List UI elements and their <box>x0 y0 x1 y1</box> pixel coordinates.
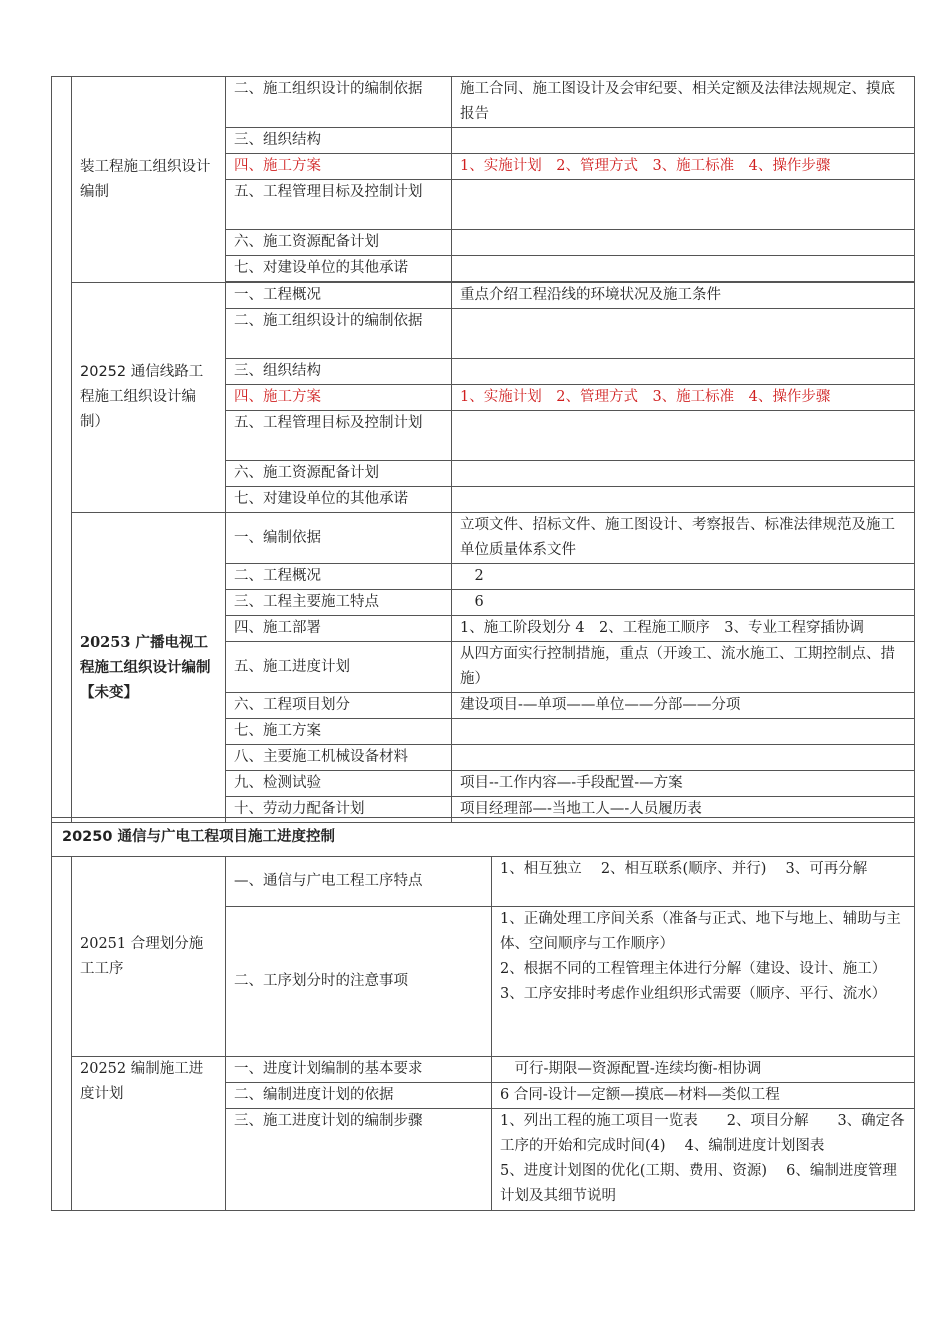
desc-line: 2、根据不同的工程管理主体进行分解（建设、设计、施工） <box>500 961 887 977</box>
table-part-2 <box>51 817 915 1211</box>
desc-cell <box>452 359 915 385</box>
item-cell: 九、检测试验 <box>226 771 452 797</box>
item-cell: 一、工程概况 <box>226 283 452 309</box>
desc-cell <box>452 487 915 513</box>
item-cell: 二、工序划分时的注意事项 <box>226 907 492 1057</box>
desc-cell <box>452 309 915 359</box>
desc-cell <box>492 907 915 1057</box>
table-part-1 <box>51 76 915 823</box>
desc-cell: 可行-期限—资源配置-连续均衡-相协调 <box>492 1057 915 1083</box>
desc-cell: 重点介绍工程沿线的环境状况及施工条件 <box>452 283 915 309</box>
item-cell: 七、施工方案 <box>226 719 452 745</box>
item-cell-highlight: 四、施工方案 <box>226 154 452 180</box>
item-cell: 二、施工组织设计的编制依据 <box>226 77 452 128</box>
section-label: 20251 合理划分施工工序 <box>72 857 226 1057</box>
desc-cell <box>452 230 915 256</box>
left-gutter <box>52 77 72 823</box>
left-gutter <box>52 857 72 1211</box>
desc-cell <box>452 411 915 461</box>
desc-cell: 立项文件、招标文件、施工图设计、考察报告、标准法律规范及施工单位质量体系文件 <box>452 513 915 564</box>
desc-cell <box>452 256 915 282</box>
item-cell: 五、工程管理目标及控制计划 <box>226 180 452 230</box>
item-cell: 一、进度计划编制的基本要求 <box>226 1057 492 1083</box>
item-cell: 二、工程概况 <box>226 564 452 590</box>
desc-line: 5、进度计划图的优化(工期、费用、资源) 6、编制进度管理计划及其细节说明 <box>500 1163 897 1204</box>
item-cell-highlight: 四、施工方案 <box>226 385 452 411</box>
item-cell: 五、工程管理目标及控制计划 <box>226 411 452 461</box>
desc-line: 1、正确处理工序间关系（准备与正式、地下与地上、辅助与主体、空间顺序与工作顺序） <box>500 911 901 952</box>
desc-cell: 1、施工阶段划分 4 2、工程施工顺序 3、专业工程穿插协调 <box>452 616 915 642</box>
desc-line: 3、工序安排时考虑作业组织形式需要（顺序、平行、流水） <box>500 986 887 1002</box>
item-cell: 一、编制依据 <box>226 513 452 564</box>
desc-cell: 从四方面实行控制措施，重点（开竣工、流水施工、工期控制点、措施） <box>452 642 915 693</box>
item-cell: 六、工程项目划分 <box>226 693 452 719</box>
desc-cell: 1、相互独立 2、相互联系(顺序、并行) 3、可再分解 <box>492 857 915 907</box>
desc-cell: 施工合同、施工图设计及会审纪要、相关定额及法律法规规定、摸底报告 <box>452 77 915 128</box>
item-cell: 四、施工部署 <box>226 616 452 642</box>
desc-cell <box>452 719 915 745</box>
desc-cell: 建设项目-—单项——单位——分部——分项 <box>452 693 915 719</box>
item-cell: 七、对建设单位的其他承诺 <box>226 487 452 513</box>
section-label: 装工程施工组织设计编制 <box>72 77 226 283</box>
desc-line: 1、列出工程的施工项目一览表 2、项目分解 3、确定各工序的开始和完成时间(4) 4、编制进度计划图表 <box>500 1113 905 1154</box>
desc-cell: 2 <box>452 564 915 590</box>
item-cell: 八、主要施工机械设备材料 <box>226 745 452 771</box>
desc-cell <box>452 745 915 771</box>
item-cell: —、通信与广电工程工序特点 <box>226 857 492 907</box>
desc-cell: 项目经理部—-当地工人—-人员履历表 <box>452 797 915 823</box>
item-cell: 三、施工进度计划的编制步骤 <box>226 1109 492 1211</box>
desc-cell-highlight: 1、实施计划 2、管理方式 3、施工标准 4、操作步骤 <box>452 385 915 411</box>
item-cell: 十、劳动力配备计划 <box>226 797 452 823</box>
desc-cell <box>492 1109 915 1211</box>
item-cell: 二、编制进度计划的依据 <box>226 1083 492 1109</box>
item-cell: 五、施工进度计划 <box>226 642 452 693</box>
desc-cell: 6 合同-设计—定额—摸底—材料—类似工程 <box>492 1083 915 1109</box>
section-label: 20252 编制施工进度计划 <box>72 1057 226 1211</box>
item-cell: 三、工程主要施工特点 <box>226 590 452 616</box>
item-cell: 七、对建设单位的其他承诺 <box>226 256 452 282</box>
item-cell: 六、施工资源配备计划 <box>226 230 452 256</box>
desc-cell: 6 <box>452 590 915 616</box>
desc-cell-highlight: 1、实施计划 2、管理方式 3、施工标准 4、操作步骤 <box>452 154 915 180</box>
desc-cell <box>452 461 915 487</box>
section-label: 20253 广播电视工程施工组织设计编制【未变】 <box>72 513 226 823</box>
desc-cell: 项目--工作内容—-手段配置-—方案 <box>452 771 915 797</box>
desc-cell <box>452 180 915 230</box>
item-cell: 六、施工资源配备计划 <box>226 461 452 487</box>
desc-cell <box>452 128 915 154</box>
item-cell: 三、组织结构 <box>226 128 452 154</box>
item-cell: 二、施工组织设计的编制依据 <box>226 309 452 359</box>
item-cell: 三、组织结构 <box>226 359 452 385</box>
section-header: 20250 通信与广电工程项目施工进度控制 <box>52 818 915 857</box>
section-label: 20252 通信线路工程施工组织设计编制） <box>72 283 226 513</box>
